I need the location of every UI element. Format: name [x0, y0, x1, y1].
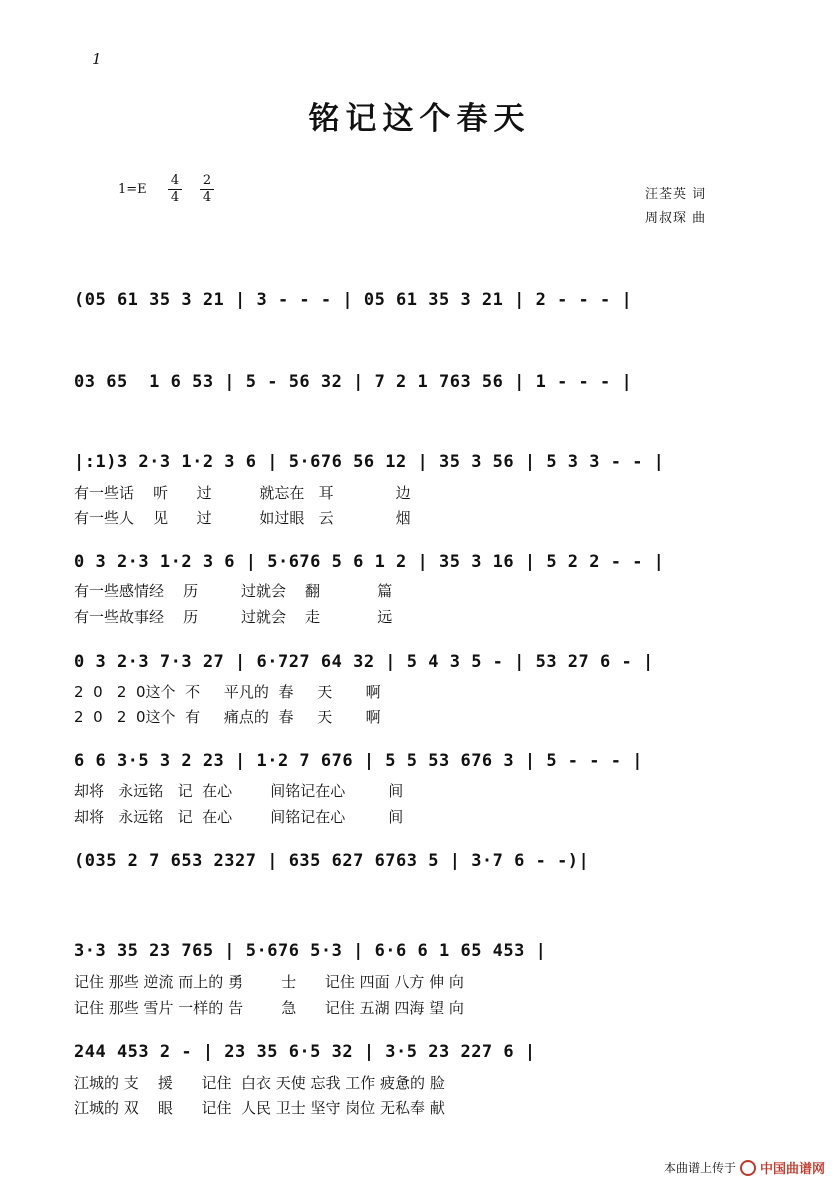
- lyric-verse-2: 江城的 双 眼 记住 人民 卫士 坚守 岗位 无私奉 献: [74, 1099, 445, 1117]
- lyric-verse-2: 有一些故事经 历 过就会 走 远: [74, 608, 393, 626]
- lyric-verse-2: 却将 永远铭 记 在心 间铭记在心 间: [74, 808, 404, 826]
- notation-line: 0 3 2·3 1·2 3 6 | 5·676 5 6 1 2 | 35 3 16 | 5 2 2 - - |: [74, 552, 665, 572]
- lyric-verse-1: 记住 那些 逆流 而上的 勇 士 记住 四面 八方 伸 向: [74, 973, 464, 991]
- notation-line: |:1)3 2·3 1·2 3 6 | 5·676 56 12 | 35 3 56 | 5 3 3 - - |: [74, 452, 665, 472]
- notation-line: (05 61 35 3 21 | 3 - - - | 05 61 35 3 21 | 2 - - - |: [74, 290, 633, 310]
- page-number: 1: [92, 50, 102, 68]
- time-signature-2-4: 2 4: [200, 174, 214, 205]
- lyric-verse-2: 有一些人 见 过 如过眼 云 烟: [74, 509, 411, 527]
- song-title: 铭记这个春天: [308, 101, 531, 137]
- lyric-verse-1: 有一些感情经 历 过就会 翻 篇: [74, 582, 393, 600]
- lyric-verse-1: 有一些话 听 过 就忘在 耳 边: [74, 484, 411, 502]
- notation-line: 3·3 35 23 765 | 5·676 5·3 | 6·6 6 1 65 453 |: [74, 941, 547, 961]
- lyric-verse-2: 记住 那些 雪片 一样的 告 急 记住 五湖 四海 望 向: [74, 999, 464, 1017]
- composer-credit: 周叔琛 曲: [645, 211, 707, 226]
- lyric-verse-2: 2 0 2 0这个 有 痛点的 春 天 啊: [74, 708, 381, 726]
- notation-line: 0 3 2·3 7·3 27 | 6·727 64 32 | 5 4 3 5 - | 53 27 6 - |: [74, 652, 654, 672]
- notation-line: 03 65 1 6 53 | 5 - 56 32 | 7 2 1 763 56 | 1 - - - |: [74, 372, 633, 392]
- time-signature-4-4: 4 4: [168, 174, 182, 205]
- notation-line: 6 6 3·5 3 2 23 | 1·2 7 676 | 5 5 53 676 3 | 5 - - - |: [74, 751, 643, 771]
- lyric-verse-1: 江城的 支 援 记住 白衣 天使 忘我 工作 疲惫的 脸: [74, 1074, 445, 1092]
- lyricist-credit: 汪荃英 词: [645, 187, 707, 202]
- lyric-verse-1: 2 0 2 0这个 不 平凡的 春 天 啊: [74, 683, 381, 701]
- site-logo-icon: [740, 1160, 756, 1176]
- lyric-verse-1: 却将 永远铭 记 在心 间铭记在心 间: [74, 782, 404, 800]
- footer-watermark: [664, 1158, 825, 1177]
- notation-line: 244 453 2 - | 23 35 6·5 32 | 3·5 23 227 6 |: [74, 1042, 536, 1062]
- site-name: 中国曲谱网: [759, 1162, 825, 1177]
- key-signature: 1=E: [118, 182, 147, 197]
- notation-line: (035 2 7 653 2327 | 635 627 6763 5 | 3·7 6 - -)|: [74, 851, 590, 871]
- footer-text: 本曲谱上传于: [663, 1161, 736, 1175]
